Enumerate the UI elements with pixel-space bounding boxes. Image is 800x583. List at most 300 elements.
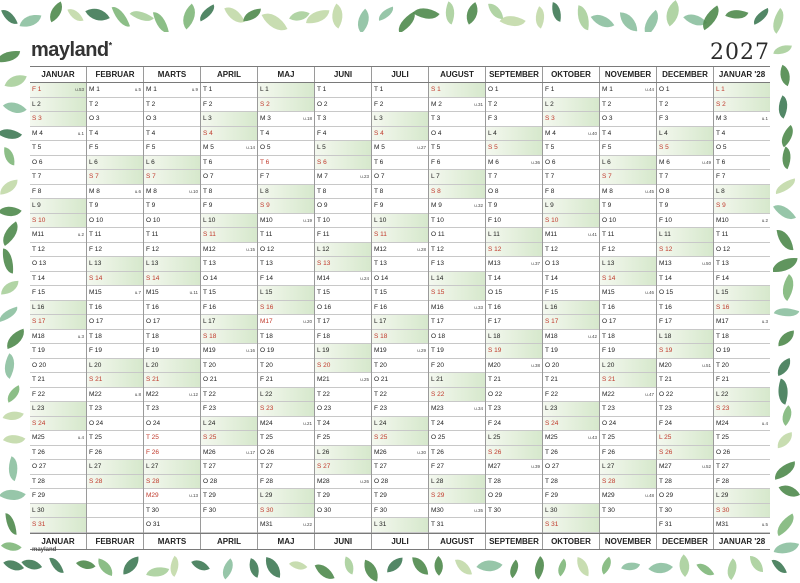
day-cell <box>543 257 599 272</box>
day-cell <box>429 272 485 287</box>
day-label: M29 <box>602 492 615 500</box>
day-cell <box>372 257 428 272</box>
day-cell <box>30 460 86 475</box>
month-column-3 <box>200 83 257 533</box>
month-header-5: JUNI <box>314 67 371 82</box>
day-cell <box>144 359 200 374</box>
week-number: u.47 <box>645 391 654 397</box>
leaf-icon <box>3 555 23 576</box>
leaf-icon <box>771 557 787 576</box>
day-cell <box>714 199 770 214</box>
day-cell <box>144 301 200 316</box>
day-label: L 27 <box>146 463 159 471</box>
day-cell <box>87 170 143 185</box>
day-label: M15 <box>602 289 615 297</box>
day-cell <box>144 83 200 98</box>
day-label: F 4 <box>317 129 327 137</box>
day-cell <box>315 518 371 533</box>
day-cell <box>258 504 314 519</box>
day-cell <box>87 214 143 229</box>
day-cell <box>657 199 713 214</box>
day-cell <box>201 286 257 301</box>
week-number: u.13 <box>189 493 198 499</box>
leaf-icon <box>773 43 792 57</box>
week-number: u.9 <box>191 87 198 93</box>
day-label: T 30 <box>488 506 501 514</box>
day-label: S 21 <box>602 376 616 384</box>
day-label: M 5 <box>203 144 214 152</box>
day-label: O 19 <box>716 347 731 355</box>
day-label: O 8 <box>488 187 499 195</box>
day-label: O 31 <box>146 521 161 529</box>
day-cell <box>315 156 371 171</box>
month-column-2 <box>143 83 200 533</box>
day-label: F 10 <box>488 216 502 224</box>
day-label: F 1 <box>545 86 555 94</box>
day-cell <box>201 170 257 185</box>
day-cell <box>201 301 257 316</box>
day-label: T 9 <box>659 202 669 210</box>
day-cell <box>600 489 656 504</box>
leaf-icon <box>659 0 686 26</box>
day-cell <box>486 489 542 504</box>
day-label: M 3 <box>716 115 727 123</box>
day-label: S 18 <box>203 332 217 340</box>
day-label: M12 <box>203 245 216 253</box>
day-cell <box>486 156 542 171</box>
leaf-icon <box>777 228 794 251</box>
day-cell <box>486 431 542 446</box>
day-cell <box>258 185 314 200</box>
day-label: L 18 <box>488 332 501 340</box>
day-label: T 21 <box>659 376 672 384</box>
day-label: L 29 <box>716 492 729 500</box>
day-label: M11 <box>545 231 558 239</box>
day-label: M29 <box>146 492 159 500</box>
day-label: T 28 <box>659 477 672 485</box>
day-label: S 16 <box>260 303 274 311</box>
day-label: L 15 <box>716 289 729 297</box>
week-number: u.18 <box>303 116 312 122</box>
day-cell <box>87 344 143 359</box>
day-label: S 14 <box>146 274 160 282</box>
day-label: T 17 <box>317 318 330 326</box>
day-cell <box>87 417 143 432</box>
day-label: M 8 <box>602 187 613 195</box>
day-label: O 14 <box>374 274 389 282</box>
day-cell <box>657 185 713 200</box>
day-label: T 18 <box>716 332 729 340</box>
day-label: M15 <box>146 289 159 297</box>
day-label: L 28 <box>431 477 444 485</box>
day-label: T 2 <box>89 100 99 108</box>
week-number: u.17 <box>246 449 255 455</box>
day-label: O 21 <box>203 376 218 384</box>
day-label: T 11 <box>602 231 615 239</box>
month-header-0: JANUAR <box>41 70 75 79</box>
day-label: T 5 <box>545 144 555 152</box>
day-label: T 21 <box>545 376 558 384</box>
day-label: O 10 <box>89 216 104 224</box>
day-cell <box>30 344 86 359</box>
leaf-icon <box>68 5 85 24</box>
day-label: F 13 <box>431 260 445 268</box>
day-cell <box>201 214 257 229</box>
day-cell <box>486 373 542 388</box>
leaf-icon <box>0 179 18 194</box>
day-cell <box>258 214 314 229</box>
day-label: L 20 <box>146 361 159 369</box>
leaf-icon <box>191 556 209 575</box>
leaf-icon <box>673 554 695 576</box>
leaf-icon <box>0 483 26 507</box>
day-cell <box>30 199 86 214</box>
week-number: u.29 <box>417 348 426 354</box>
day-cell <box>258 127 314 142</box>
day-label: M 1 <box>602 86 613 94</box>
day-cell <box>315 359 371 374</box>
day-label: S 6 <box>317 158 327 166</box>
day-label: F 14 <box>716 274 730 282</box>
day-label: S 10 <box>32 216 46 224</box>
day-cell <box>315 330 371 345</box>
week-number: u.33 <box>474 304 483 310</box>
day-cell <box>144 446 200 461</box>
day-cell <box>714 301 770 316</box>
day-cell <box>486 112 542 127</box>
day-label: T 4 <box>89 129 99 137</box>
day-label: M26 <box>203 448 216 456</box>
day-cell <box>486 257 542 272</box>
day-cell <box>315 272 371 287</box>
day-label: T 18 <box>260 332 273 340</box>
day-cell <box>486 185 542 200</box>
day-label: S 3 <box>32 115 42 123</box>
day-label: M20 <box>659 361 672 369</box>
day-label: T 18 <box>89 332 102 340</box>
day-cell <box>315 475 371 490</box>
week-number: u.21 <box>303 420 312 426</box>
day-cell <box>429 112 485 127</box>
day-label: S 30 <box>260 506 274 514</box>
leaf-icon <box>19 11 41 29</box>
day-label: S 2 <box>716 100 726 108</box>
day-cell <box>600 504 656 519</box>
day-cell <box>144 344 200 359</box>
day-label: S 24 <box>545 419 559 427</box>
leaf-icon <box>264 557 283 578</box>
day-label: F 19 <box>602 347 616 355</box>
day-label: M 1 <box>89 86 100 94</box>
week-number: u.52 <box>702 464 711 470</box>
leaf-icon <box>621 558 640 574</box>
day-cell <box>600 257 656 272</box>
day-cell <box>87 388 143 403</box>
day-cell <box>144 431 200 446</box>
day-label: T 19 <box>32 347 45 355</box>
day-label: O 10 <box>146 216 161 224</box>
day-cell <box>258 373 314 388</box>
day-label: L 2 <box>545 100 554 108</box>
day-cell <box>30 243 86 258</box>
day-cell <box>87 301 143 316</box>
day-label: L 22 <box>260 390 273 398</box>
day-label: L 23 <box>545 405 558 413</box>
week-number: u.20 <box>303 319 312 325</box>
day-label: S 18 <box>374 332 388 340</box>
day-label: O 1 <box>659 86 670 94</box>
day-cell <box>429 127 485 142</box>
leaf-icon <box>3 430 25 449</box>
day-cell <box>372 359 428 374</box>
day-cell <box>600 402 656 417</box>
day-cell <box>372 315 428 330</box>
day-cell <box>657 359 713 374</box>
day-cell <box>30 83 86 98</box>
day-cell <box>600 272 656 287</box>
day-label: F 6 <box>431 158 441 166</box>
week-number: u.27 <box>417 145 426 151</box>
day-label: T 7 <box>659 173 669 181</box>
day-label: M13 <box>659 260 672 268</box>
day-cell <box>372 388 428 403</box>
day-label: F 22 <box>32 390 46 398</box>
day-cell <box>543 359 599 374</box>
day-label: F 28 <box>260 477 274 485</box>
day-cell <box>429 330 485 345</box>
day-cell <box>258 315 314 330</box>
day-cell <box>201 156 257 171</box>
day-cell <box>543 98 599 113</box>
leaf-icon <box>529 556 550 579</box>
day-label: F 7 <box>716 173 726 181</box>
day-cell <box>600 344 656 359</box>
day-cell <box>315 214 371 229</box>
week-number: u.35 <box>474 507 483 513</box>
leaf-icon <box>441 1 460 24</box>
leaf-icon <box>776 124 799 147</box>
leaf-icon <box>48 555 63 576</box>
leaf-icon <box>722 559 742 581</box>
week-number: u.19 <box>303 217 312 223</box>
year-title: 2027 <box>710 40 770 65</box>
week-number: u.49 <box>702 159 711 165</box>
day-label: M17 <box>260 318 273 326</box>
day-cell <box>30 112 86 127</box>
day-cell <box>144 518 200 533</box>
day-label: F 9 <box>374 202 384 210</box>
day-label: T 24 <box>317 419 330 427</box>
day-cell <box>87 373 143 388</box>
day-label: T 23 <box>488 405 501 413</box>
day-label: S 3 <box>545 115 555 123</box>
week-number: u.6 <box>134 188 141 194</box>
day-label: T 5 <box>32 144 42 152</box>
day-label: O 6 <box>32 158 43 166</box>
day-cell <box>657 315 713 330</box>
day-label: O 17 <box>146 318 161 326</box>
day-label: L 17 <box>374 318 387 326</box>
day-label: L 31 <box>374 521 387 529</box>
week-number: u.46 <box>645 290 654 296</box>
day-cell <box>144 460 200 475</box>
day-cell <box>315 460 371 475</box>
day-label: O 25 <box>431 434 446 442</box>
month-footer-7: AUGUST <box>428 534 485 549</box>
day-cell <box>372 446 428 461</box>
day-cell <box>87 83 143 98</box>
day-label: S 14 <box>89 274 103 282</box>
day-label: S 17 <box>32 318 46 326</box>
day-label: S 5 <box>659 144 669 152</box>
day-cell <box>30 475 86 490</box>
month-footer-6: JULI <box>371 534 428 549</box>
day-label: M24 <box>260 419 273 427</box>
leaf-icon <box>774 358 793 376</box>
day-label: T 27 <box>203 463 216 471</box>
day-label: M 3 <box>260 115 271 123</box>
day-label: F 14 <box>260 274 274 282</box>
day-cell <box>600 475 656 490</box>
day-label: T 12 <box>32 245 45 253</box>
day-label: M25 <box>32 434 45 442</box>
day-cell <box>429 301 485 316</box>
day-label: S 28 <box>146 477 160 485</box>
day-label: T 30 <box>146 506 159 514</box>
day-label: F 27 <box>431 463 445 471</box>
week-number: u.3 <box>761 319 768 325</box>
leaf-icon <box>176 4 203 30</box>
month-column-4 <box>257 83 314 533</box>
day-label: L 16 <box>32 303 45 311</box>
day-label: L 4 <box>659 129 668 137</box>
day-cell <box>30 185 86 200</box>
month-column-0 <box>30 83 86 533</box>
leaf-icon <box>224 3 244 27</box>
day-label: S 11 <box>374 231 387 239</box>
day-cell <box>429 518 485 533</box>
day-label: S 1 <box>431 86 441 94</box>
day-cell <box>201 243 257 258</box>
day-label: F 15 <box>545 289 559 297</box>
day-cell <box>657 475 713 490</box>
day-cell <box>543 344 599 359</box>
month-footer-5: JUNI <box>314 534 371 549</box>
day-cell <box>258 446 314 461</box>
day-cell <box>543 170 599 185</box>
day-label: T 3 <box>431 115 441 123</box>
day-cell <box>30 504 86 519</box>
day-label: F 25 <box>317 434 331 442</box>
day-label: O 28 <box>203 477 218 485</box>
day-label: M 1 <box>146 86 157 94</box>
day-label: O 15 <box>659 289 674 297</box>
day-label: L 6 <box>146 158 155 166</box>
day-label: O 10 <box>602 216 617 224</box>
month-column-11 <box>656 83 713 533</box>
day-label: O 20 <box>32 361 47 369</box>
day-label: M 6 <box>488 158 499 166</box>
day-cell <box>543 112 599 127</box>
leaf-icon <box>530 7 550 29</box>
day-label: O 18 <box>431 332 446 340</box>
leaf-icon <box>6 512 17 535</box>
week-number: u.11 <box>189 290 198 296</box>
day-label: T 7 <box>488 173 498 181</box>
day-label: O 29 <box>659 492 674 500</box>
leaf-icon <box>777 331 795 347</box>
month-header-11: DECEMBER <box>656 67 713 82</box>
day-cell <box>315 417 371 432</box>
day-label: M19 <box>203 347 216 355</box>
day-label: T 20 <box>203 361 216 369</box>
day-cell <box>600 431 656 446</box>
day-cell <box>30 489 86 504</box>
day-label: L 15 <box>260 289 273 297</box>
leaf-icon <box>45 1 67 22</box>
day-cell <box>657 257 713 272</box>
day-label: O 26 <box>716 448 731 456</box>
day-label: M27 <box>488 463 501 471</box>
day-cell <box>714 417 770 432</box>
week-number: u.38 <box>531 362 540 368</box>
day-cell <box>429 286 485 301</box>
day-label: M31 <box>260 521 273 529</box>
day-label: S 19 <box>659 347 673 355</box>
day-label: S 14 <box>602 274 616 282</box>
day-label: O 22 <box>488 390 503 398</box>
day-cell <box>30 388 86 403</box>
day-label: T 20 <box>260 361 273 369</box>
day-cell <box>657 388 713 403</box>
leaf-icon <box>773 379 793 405</box>
day-cell <box>144 141 200 156</box>
day-label: M13 <box>488 260 501 268</box>
day-label: T 14 <box>545 274 558 282</box>
day-label: O 13 <box>32 260 47 268</box>
day-label: L 23 <box>32 405 45 413</box>
year-grid <box>30 66 770 550</box>
day-cell <box>543 388 599 403</box>
day-cell <box>600 330 656 345</box>
day-cell <box>372 518 428 533</box>
day-label: L 24 <box>374 419 387 427</box>
day-cell <box>87 315 143 330</box>
day-label: S 24 <box>32 419 46 427</box>
day-label: M22 <box>89 390 102 398</box>
day-cell <box>429 83 485 98</box>
day-label: L 29 <box>260 492 273 500</box>
day-label: T 14 <box>488 274 501 282</box>
day-label: M28 <box>317 477 330 485</box>
day-cell <box>30 431 86 446</box>
day-cell <box>600 301 656 316</box>
leaf-icon <box>648 556 673 581</box>
day-cell <box>144 489 200 504</box>
day-label: L 6 <box>602 158 611 166</box>
month-footer-0: JANUAR <box>41 536 75 546</box>
day-label: S 16 <box>716 303 730 311</box>
week-number: u.3 <box>77 333 84 339</box>
month-column-5 <box>314 83 371 533</box>
day-label: F 30 <box>203 506 217 514</box>
day-label: F 19 <box>89 347 103 355</box>
leaf-icon <box>412 557 428 576</box>
day-label: O 4 <box>431 129 442 137</box>
brand-name: mayland <box>31 39 109 61</box>
day-label: F 26 <box>89 448 103 456</box>
day-cell <box>714 475 770 490</box>
